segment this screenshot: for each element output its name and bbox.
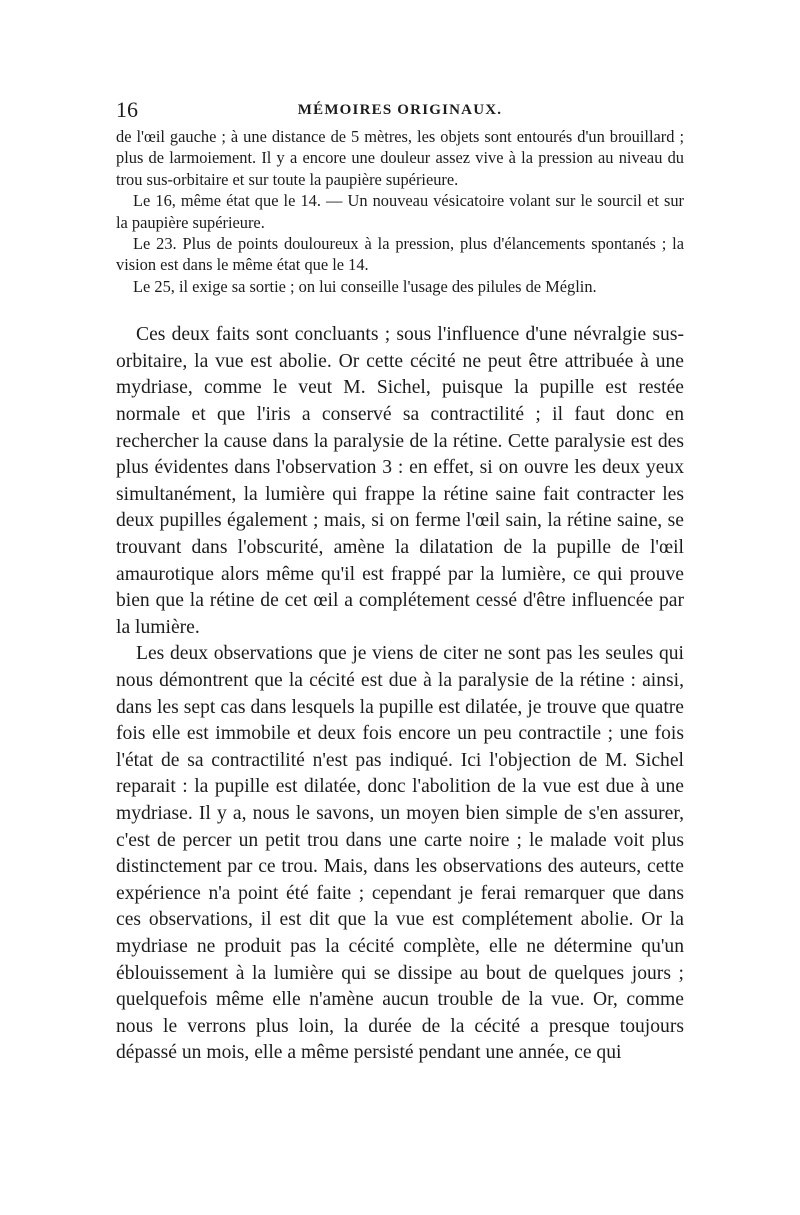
running-title: MÉMOIRES ORIGINAUX.: [297, 102, 503, 118]
body-paragraph: Les deux observations que je viens de citer ne sont pas les seules qui nous démontrent que la cécité est due à la paralysie de la rétine : ainsi, dans les sept cas dans lesquels la pupille est dilatée, je trouve que quatre fois elle est immobile et deux fois encore un peu contractile ; une fois l'état de sa contractilité n'est pas indiqué. Ici l'objection de M. Sichel reparait : la pupille est dilatée, donc l'abolition de la vue est due à une mydriase. Il y a, nous le savons, un moyen bien simple de s'en assurer, c'est de percer un petit trou dans une carte noire ; le malade voit plus distinctement par ce trou. Mais, dans les observations des auteurs, cette expérience n'a point été faite ; cependant je ferai remarquer que dans ces observations, il est dit que la vue est complétement abolie. Or la mydriase ne produit pas la cécité complète, elle ne détermine qu'un éblouissement à la lumière qui se dissipe au bout de quelques jours ; quelquefois même elle n'amène aucun trouble de la vue. Or, comme nous le verrons plus loin, la durée de la cécité a presque toujours dépassé un mois, elle a même persisté pendant une année, ce qui: [116, 643, 684, 1064]
body-paragraph: Ces deux faits sont concluants ; sous l'influence d'une névralgie sus-orbitaire, la vue est abolie. Or cette cécité ne peut être attribuée à une mydriase, comme le veut M. Sichel, puisque la pupille est restée normale et que l'iris a conservé sa contractilité ; il faut donc en rechercher la cause dans la paralysie de la rétine. Cette paralysie est des plus évidentes dans l'observation 3 : en effet, si on ouvre les deux yeux simultanément, la lumière qui frappe la rétine saine fait contracter les deux pupilles également ; mais, si on ferme l'œil sain, la rétine saine, se trouvant dans l'obscurité, amène la dilatation de la pupille de l'œil amaurotique alors même qu'il est frappé par la lumière, ce qui prouve bien que la rétine de cet œil a complétement cessé d'être influencée par la lumière.: [116, 324, 684, 638]
page-number: 16: [116, 97, 138, 122]
body-text: [116, 322, 684, 1067]
case-note-paragraph: Le 16, même état que le 14. — Un nouveau vésicatoire volant sur le sourcil et sur la paupière supérieure.: [116, 191, 684, 232]
case-note-paragraph: de l'œil gauche ; à une distance de 5 mètres, les objets sont entourés d'un brouillard ; plus de larmoiement. Il y a encore une douleur assez vive à la pression au niveau du trou sus-orbitaire et sur toute la paupière supérieure.: [116, 127, 684, 189]
case-note-paragraph: Le 23. Plus de points douloureux à la pression, plus d'élancements spontanés ; la vision est dans le même état que le 14.: [116, 234, 684, 275]
book-page: [116, 96, 684, 1067]
case-note-paragraph: Le 25, il exige sa sortie ; on lui conseille l'usage des pilules de Méglin.: [133, 276, 597, 296]
case-notes: [116, 126, 684, 297]
running-head: [116, 96, 684, 124]
